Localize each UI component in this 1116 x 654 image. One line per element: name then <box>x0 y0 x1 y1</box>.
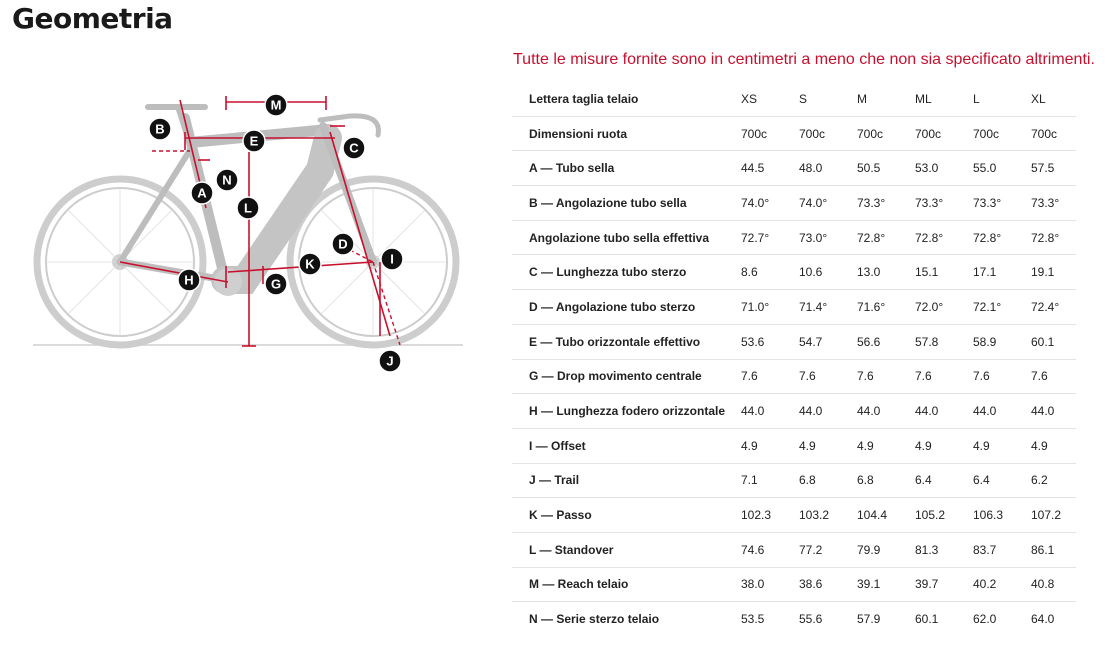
cell-value: 60.1 <box>915 612 939 627</box>
cell-value: 72.7° <box>741 220 799 255</box>
marker-l <box>237 197 259 219</box>
svg-text:K: K <box>305 256 315 272</box>
row-label: B — Angolazione tubo sella <box>512 186 741 221</box>
cell-value: 39.1 <box>857 567 915 602</box>
cell-value: 57.9 <box>857 612 881 627</box>
cell-value: 72.4° <box>1031 290 1076 325</box>
row-label: J — Trail <box>512 463 741 498</box>
cell-value: 44.0 <box>741 394 799 429</box>
cell-value: 44.0 <box>1031 394 1076 429</box>
marker-i <box>381 248 403 270</box>
cell-value: 57.8 <box>915 324 973 359</box>
cell-value: 700c <box>741 116 799 151</box>
table-header-row <box>512 82 1076 116</box>
row-label: K — Passo <box>512 498 741 533</box>
size-header: S <box>799 82 857 116</box>
cell-value: 17.1 <box>973 255 1031 290</box>
cell-value: 57.5 <box>1031 151 1076 186</box>
row-label: I — Offset <box>512 428 741 463</box>
cell-value: 71.4° <box>799 290 857 325</box>
svg-text:L: L <box>244 200 252 216</box>
marker-n <box>216 169 238 191</box>
cell-value: 64.0 <box>1031 612 1055 627</box>
marker-b <box>149 118 171 140</box>
table-row <box>512 498 1076 533</box>
cell-value: 86.1 <box>1031 532 1076 567</box>
marker-d <box>332 233 354 255</box>
svg-text:G: G <box>270 276 282 292</box>
cell-value: 44.0 <box>857 394 915 429</box>
marker-g <box>265 273 287 295</box>
size-header: M <box>857 82 915 116</box>
cell-value: 55.0 <box>973 151 1031 186</box>
svg-text:H: H <box>184 272 194 288</box>
svg-text:B: B <box>155 121 165 137</box>
cell-value: 38.0 <box>741 567 799 602</box>
header-label: Lettera taglia telaio <box>512 82 741 116</box>
marker-k <box>299 253 321 275</box>
cell-value: 71.6° <box>857 290 915 325</box>
row-label: E — Tubo orizzontale effettivo <box>512 324 741 359</box>
table-row <box>512 290 1076 325</box>
cell-value: 107.2 <box>1031 498 1076 533</box>
cell-value: 44.0 <box>799 394 857 429</box>
cell-value: 77.2 <box>799 532 857 567</box>
cell-value: 7.6 <box>915 359 973 394</box>
cell-value: 4.9 <box>915 428 973 463</box>
size-header: XS <box>741 82 799 116</box>
table-row <box>512 428 1076 463</box>
cell-value: 8.6 <box>741 255 799 290</box>
cell-value: 72.1° <box>973 290 1031 325</box>
cell-value: 48.0 <box>799 151 857 186</box>
cell-value: 13.0 <box>857 255 915 290</box>
cell-value: 4.9 <box>973 428 1031 463</box>
cell-value: 62.0 <box>973 612 997 627</box>
cell-value: 4.9 <box>857 428 915 463</box>
marker-j <box>379 350 401 372</box>
svg-text:N: N <box>222 172 232 188</box>
cell-value: 44.5 <box>741 151 799 186</box>
cell-value: 106.3 <box>973 498 1031 533</box>
cell-value: 54.7 <box>799 324 857 359</box>
cell-value: 700c <box>857 116 915 151</box>
row-label: G — Drop movimento centrale <box>512 359 741 394</box>
table-row <box>512 220 1076 255</box>
cell-value: 73.3° <box>1031 186 1076 221</box>
cell-value: 7.6 <box>973 359 1031 394</box>
cell-value: 53.6 <box>741 324 799 359</box>
cell-value: 40.8 <box>1031 567 1076 602</box>
cell-value: 79.9 <box>857 532 915 567</box>
row-label: Dimensioni ruota <box>512 116 741 151</box>
cell-value: 700c <box>799 116 857 151</box>
cell-value: 44.0 <box>973 394 1031 429</box>
cell-value: 4.9 <box>1031 428 1076 463</box>
row-label: N — Serie sterzo telaio <box>529 612 660 627</box>
cell-value: 6.8 <box>857 463 915 498</box>
cell-value: 83.7 <box>973 532 1031 567</box>
table-row <box>512 255 1076 290</box>
cell-value: 44.0 <box>915 394 973 429</box>
cell-value: 103.2 <box>799 498 857 533</box>
cell-value: 6.4 <box>973 463 1031 498</box>
table-row <box>512 116 1076 151</box>
cell-value: 6.2 <box>1031 463 1076 498</box>
cell-value: 105.2 <box>915 498 973 533</box>
marker-a <box>191 182 213 204</box>
marker-c <box>343 137 365 159</box>
marker-h <box>178 269 200 291</box>
cell-value: 7.6 <box>799 359 857 394</box>
marker-e <box>243 130 265 152</box>
svg-text:E: E <box>249 133 259 149</box>
cell-value: 74.0° <box>741 186 799 221</box>
cell-value: 81.3 <box>915 532 973 567</box>
cell-value: 73.3° <box>857 186 915 221</box>
cell-value: 74.0° <box>799 186 857 221</box>
row-label: M — Reach telaio <box>512 567 741 602</box>
row-label: A — Tubo sella <box>512 151 741 186</box>
table-row <box>512 324 1076 359</box>
cell-value: 700c <box>1031 116 1076 151</box>
svg-text:I: I <box>390 251 394 267</box>
svg-text:M: M <box>270 97 282 113</box>
cell-value: 73.3° <box>973 186 1031 221</box>
bike-geometry-diagram <box>30 90 470 380</box>
cell-value: 40.2 <box>973 567 1031 602</box>
cell-value: 4.9 <box>741 428 799 463</box>
cell-value: 7.6 <box>857 359 915 394</box>
cell-value: 7.6 <box>1031 359 1076 394</box>
table-row <box>512 602 1076 636</box>
size-header: L <box>973 82 1031 116</box>
table-row <box>512 186 1076 221</box>
cell-value: 58.9 <box>973 324 1031 359</box>
cell-value: 19.1 <box>1031 255 1076 290</box>
cell-value: 38.6 <box>799 567 857 602</box>
cell-value: 72.8° <box>1031 220 1076 255</box>
svg-text:D: D <box>338 236 348 252</box>
geometry-table <box>512 82 1076 636</box>
page-title: Geometria <box>12 2 173 35</box>
row-label: H — Lunghezza fodero orizzontale <box>512 394 741 429</box>
cell-value: 53.0 <box>915 151 973 186</box>
svg-text:A: A <box>197 185 207 201</box>
cell-value: 53.5 <box>741 612 765 627</box>
row-label: D — Angolazione tubo sterzo <box>512 290 741 325</box>
table-row <box>512 151 1076 186</box>
cell-value: 15.1 <box>915 255 973 290</box>
table-row <box>512 394 1076 429</box>
size-header: ML <box>915 82 973 116</box>
cell-value: 10.6 <box>799 255 857 290</box>
cell-value: 71.0° <box>741 290 799 325</box>
cell-value: 72.8° <box>915 220 973 255</box>
cell-value: 50.5 <box>857 151 915 186</box>
cell-value: 7.6 <box>741 359 799 394</box>
svg-text:C: C <box>349 140 359 156</box>
cell-value: 104.4 <box>857 498 915 533</box>
units-note: Tutte le misure fornite sono in centimetri a meno che non sia specificato altrimenti. <box>513 51 1095 68</box>
cell-value: 6.8 <box>799 463 857 498</box>
cell-value: 55.6 <box>799 612 823 627</box>
svg-text:J: J <box>386 353 394 369</box>
cell-value: 72.0° <box>915 290 973 325</box>
cell-value: 60.1 <box>1031 324 1076 359</box>
cell-value: 39.7 <box>915 567 973 602</box>
row-label: Angolazione tubo sella effettiva <box>512 220 741 255</box>
row-label: C — Lunghezza tubo sterzo <box>512 255 741 290</box>
row-label: L — Standover <box>512 532 741 567</box>
cell-value: 73.0° <box>799 220 857 255</box>
cell-value: 4.9 <box>799 428 857 463</box>
marker-m <box>265 94 287 116</box>
table-row <box>512 463 1076 498</box>
cell-value: 72.8° <box>857 220 915 255</box>
table-row <box>512 532 1076 567</box>
cell-value: 700c <box>973 116 1031 151</box>
size-header: XL <box>1031 82 1076 116</box>
cell-value: 74.6 <box>741 532 799 567</box>
cell-value: 7.1 <box>741 463 799 498</box>
table-row <box>512 567 1076 602</box>
cell-value: 102.3 <box>741 498 799 533</box>
cell-value: 72.8° <box>973 220 1031 255</box>
cell-value: 700c <box>915 116 973 151</box>
table-row <box>512 359 1076 394</box>
cell-value: 56.6 <box>857 324 915 359</box>
cell-value: 6.4 <box>915 463 973 498</box>
cell-value: 73.3° <box>915 186 973 221</box>
